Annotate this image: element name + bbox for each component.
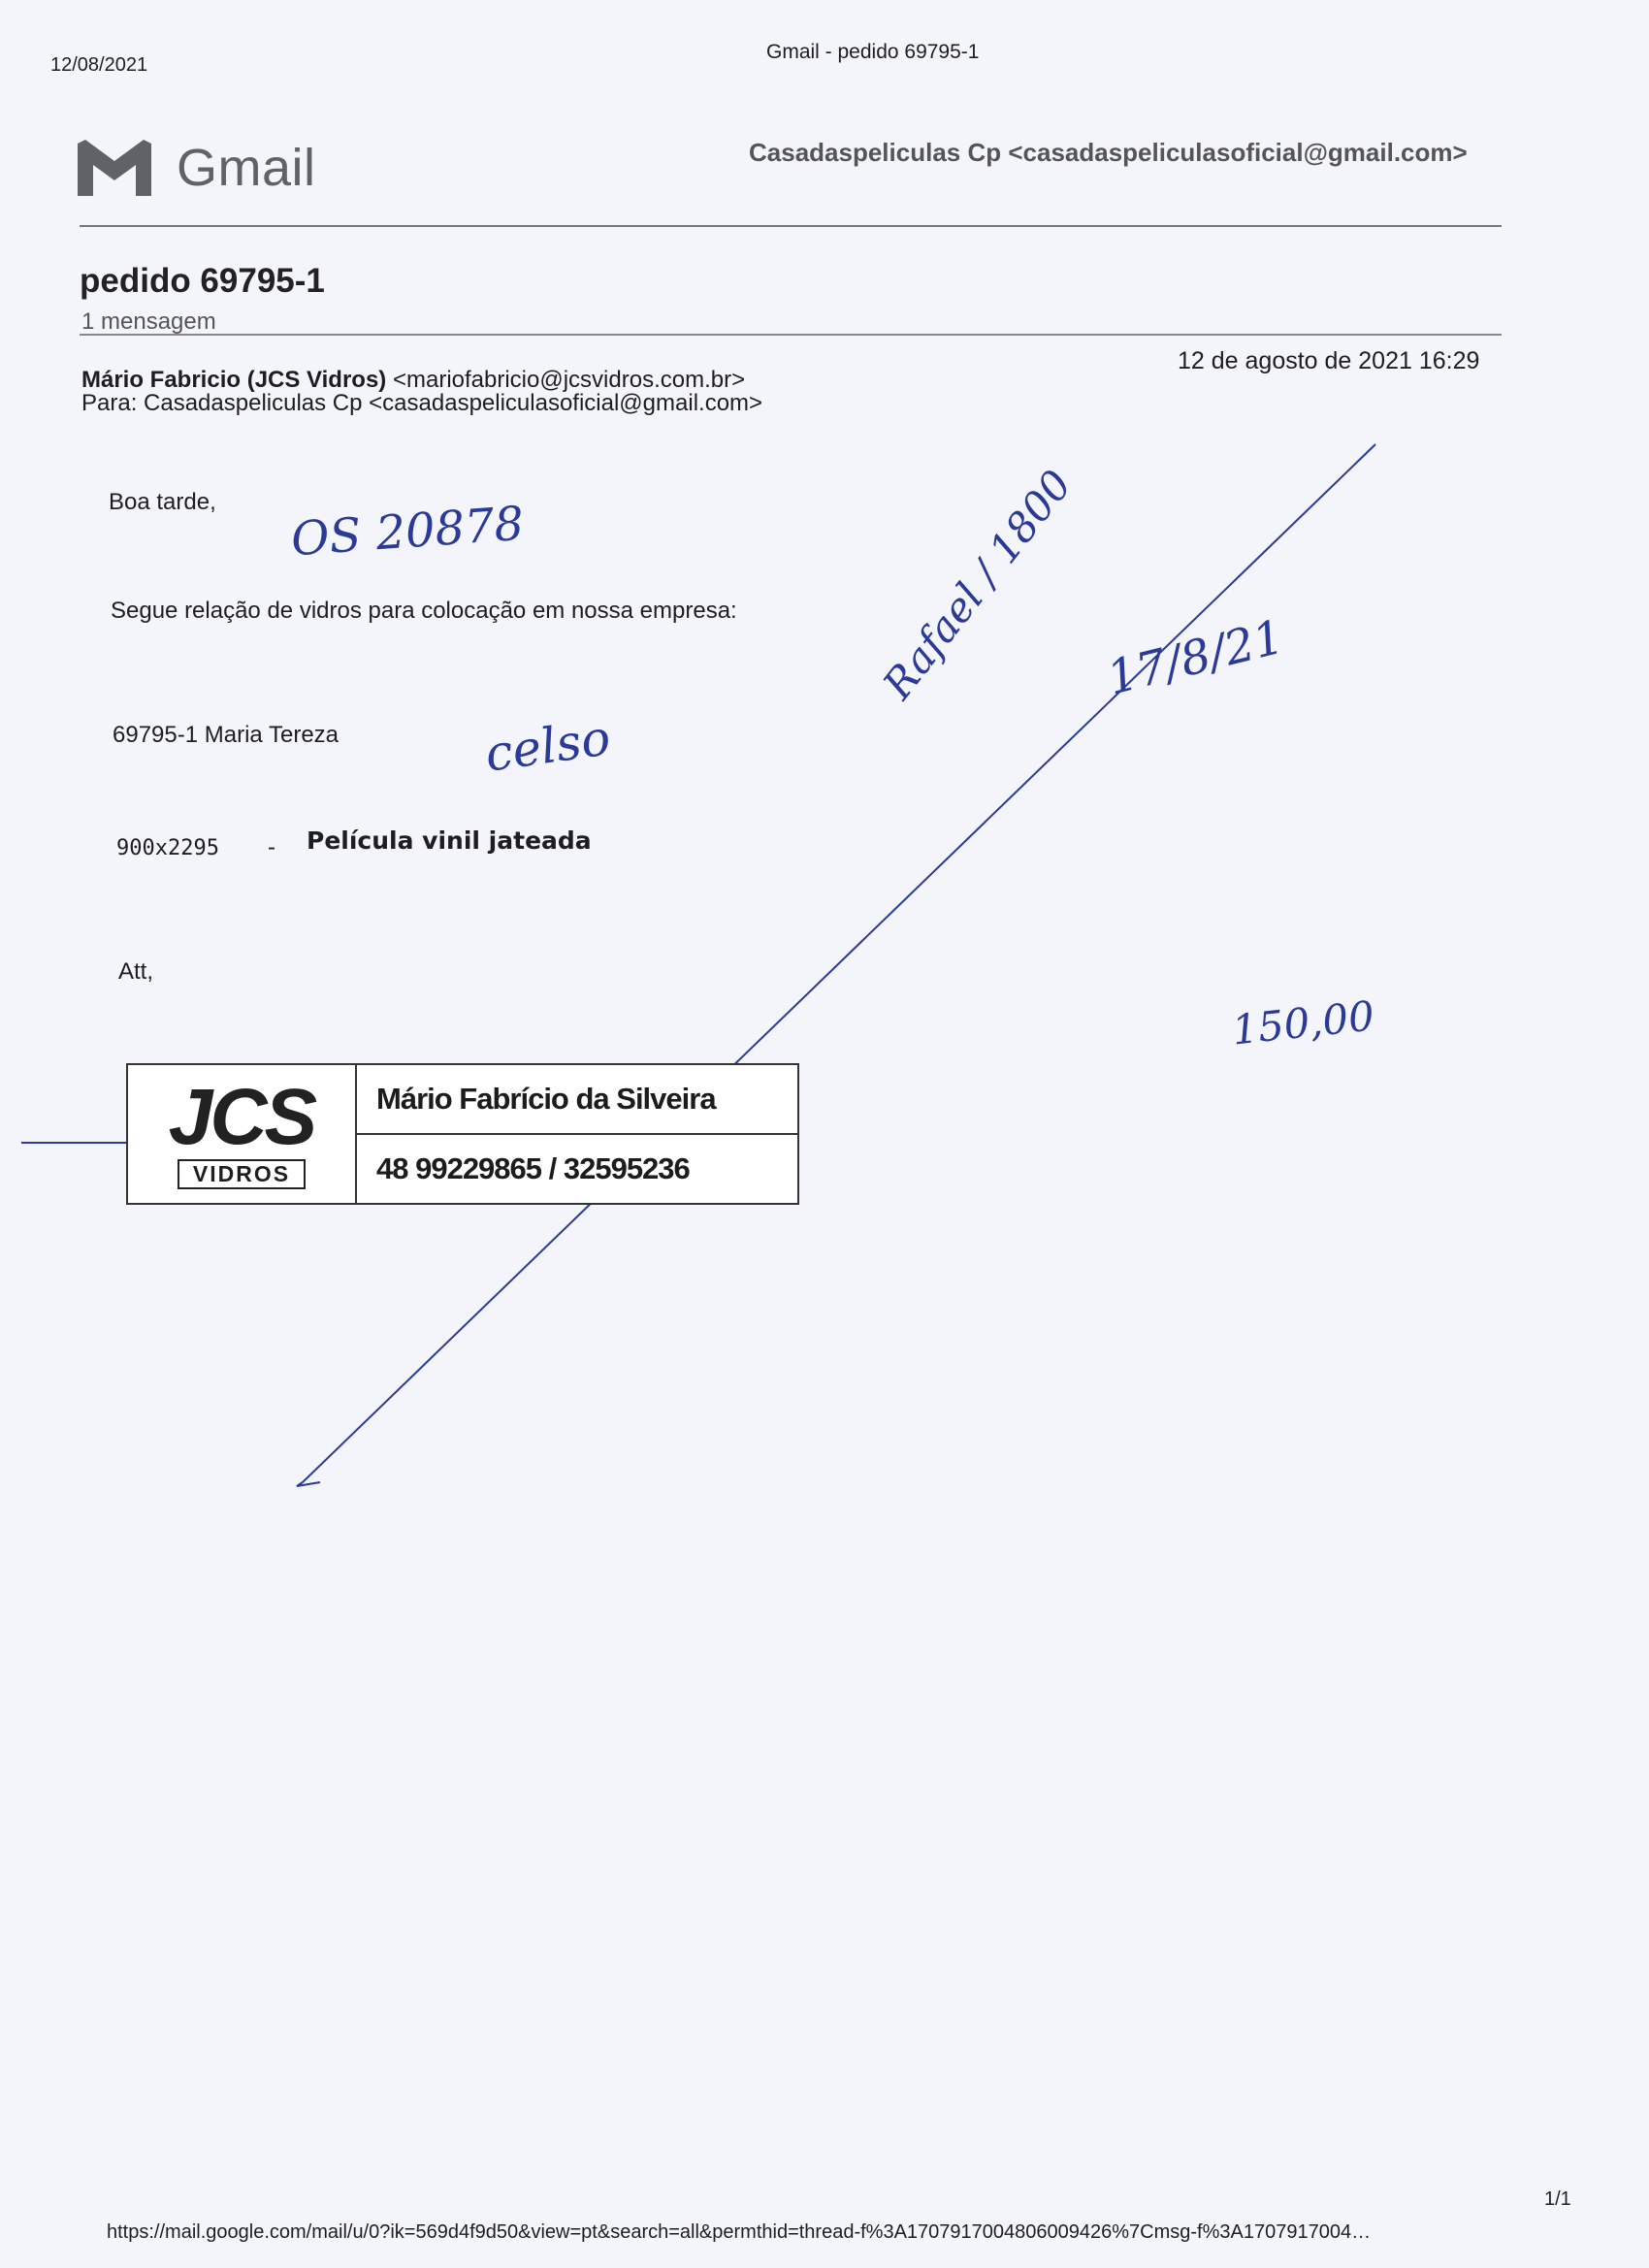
- jcs-vidros-logo: [128, 1065, 357, 1203]
- logo-text-jcs: JCS: [168, 1072, 315, 1161]
- signature-name: Mário Fabrício da Silveira: [357, 1065, 797, 1135]
- sender-name: Mário Fabricio (JCS Vidros): [81, 367, 387, 393]
- divider: [80, 334, 1502, 336]
- gmail-logo: [74, 136, 316, 200]
- footer-url: https://mail.google.com/mail/u/0?ik=569d4f9d50&view=pt&search=all&permthid=thread-f%3A1707917004806009426%7Cmsg-f%3A1707917004…: [107, 2221, 1372, 2243]
- handwritten-name: celso: [481, 709, 614, 783]
- divider: [80, 225, 1502, 227]
- logo-text-vidros: VIDROS: [178, 1159, 306, 1189]
- print-date: 12/08/2021: [50, 54, 148, 76]
- recipient: Para: Casadaspeliculas Cp <casadaspeliculasoficial@gmail.com>: [81, 390, 763, 416]
- page-number: 1/1: [1544, 2188, 1571, 2210]
- print-title: Gmail - pedido 69795-1: [766, 41, 980, 63]
- brand-name: Gmail: [177, 139, 316, 197]
- signature-phones: 48 99229865 / 32595236: [376, 1151, 690, 1185]
- signature-info: [357, 1065, 797, 1203]
- handwritten-date: 17/8/21: [1101, 609, 1290, 706]
- email-signature: [126, 1063, 799, 1205]
- sender-email: <mariofabricio@jcsvidros.com.br>: [392, 367, 746, 393]
- handwritten-os-number: OS 20878: [289, 496, 526, 567]
- separator-dash: -: [268, 834, 275, 860]
- glass-dimensions: 900x2295: [116, 836, 219, 860]
- signoff: Att,: [118, 958, 154, 985]
- product-name: Película vinil jateada: [307, 826, 592, 855]
- handwritten-price: 150,00: [1229, 991, 1377, 1054]
- order-item: 69795-1 Maria Tereza: [113, 722, 340, 748]
- greeting: Boa tarde,: [109, 489, 216, 515]
- gmail-m-icon: [74, 136, 155, 200]
- handwritten-installer: Rafael / 1800: [873, 461, 1082, 708]
- intro-text: Segue relação de vidros para colocação em nossa empresa:: [111, 598, 737, 624]
- message-date: 12 de agosto de 2021 16:29: [1178, 347, 1480, 374]
- account-email: Casadaspeliculas Cp <casadaspeliculasoficial@gmail.com>: [749, 138, 1468, 167]
- message-count: 1 mensagem: [81, 308, 216, 335]
- thread-subject: pedido 69795-1: [80, 262, 325, 300]
